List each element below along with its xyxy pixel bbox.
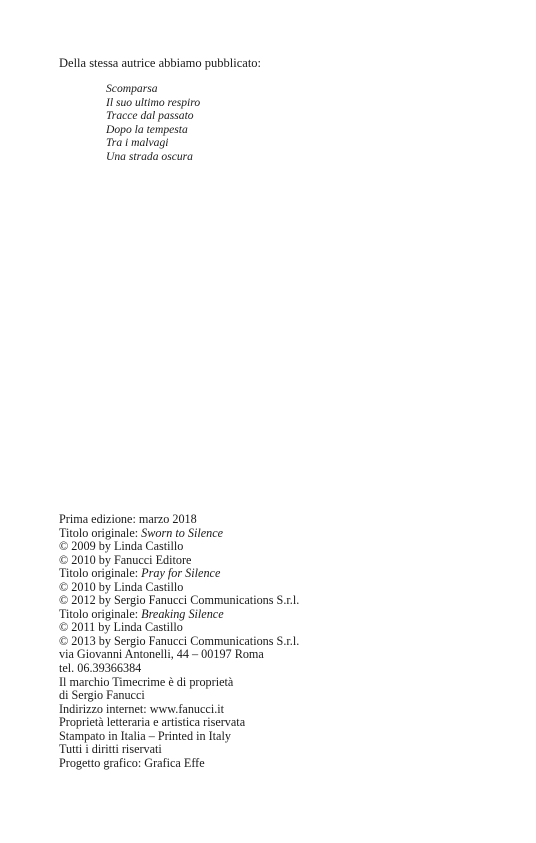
copyright-line: © 2013 by Sergio Fanucci Communications S.r.l. — [59, 633, 300, 648]
original-title-label: Titolo originale: — [59, 525, 142, 540]
rights-line: Proprietà letteraria e artistica riservata — [59, 715, 246, 730]
phone-line: tel. 06.39366384 — [59, 661, 142, 676]
book-title: Dopo la tempesta — [106, 122, 188, 136]
address-line: via Giovanni Antonelli, 44 – 00197 Roma — [59, 647, 264, 662]
printed-line: Stampato in Italia – Printed in Italy — [59, 728, 231, 743]
rights-line: Tutti i diritti riservati — [59, 742, 162, 757]
original-title-line — [59, 567, 299, 581]
website-line: Indirizzo internet: www.fanucci.it — [59, 701, 225, 716]
copyright-line: © 2012 by Sergio Fanucci Communications S.r.l. — [59, 593, 300, 608]
book-title: Tracce dal passato — [106, 109, 194, 123]
original-title: Sworn to Silence — [141, 525, 224, 540]
book-title: Tra i malvagi — [106, 136, 169, 150]
first-edition-line: Prima edizione: marzo 2018 — [59, 512, 197, 526]
also-by-author-heading: Della stessa autrice abbiamo pubblicato: — [59, 56, 262, 70]
original-title-line — [59, 608, 299, 622]
book-title: Scomparsa — [106, 82, 158, 95]
book-title: Una strada oscura — [106, 149, 193, 163]
original-title: Breaking Silence — [141, 606, 224, 621]
trademark-line: Il marchio Timecrime è di proprietà — [59, 674, 234, 689]
original-title-line — [59, 527, 299, 541]
book-title-list — [106, 82, 200, 164]
original-title-label: Titolo originale: — [59, 606, 142, 621]
copyright-line: © 2011 by Linda Castillo — [59, 620, 183, 635]
copyright-line: © 2010 by Fanucci Editore — [59, 552, 192, 567]
colophon — [59, 513, 299, 770]
book-title: Il suo ultimo respiro — [106, 95, 201, 109]
trademark-line: di Sergio Fanucci — [59, 688, 145, 703]
original-title-label: Titolo originale: — [59, 566, 142, 581]
copyright-line: © 2010 by Linda Castillo — [59, 579, 184, 594]
copyright-line: © 2009 by Linda Castillo — [59, 539, 184, 554]
original-title: Pray for Silence — [141, 566, 221, 581]
design-credit-line: Progetto grafico: Grafica Effe — [59, 755, 205, 770]
